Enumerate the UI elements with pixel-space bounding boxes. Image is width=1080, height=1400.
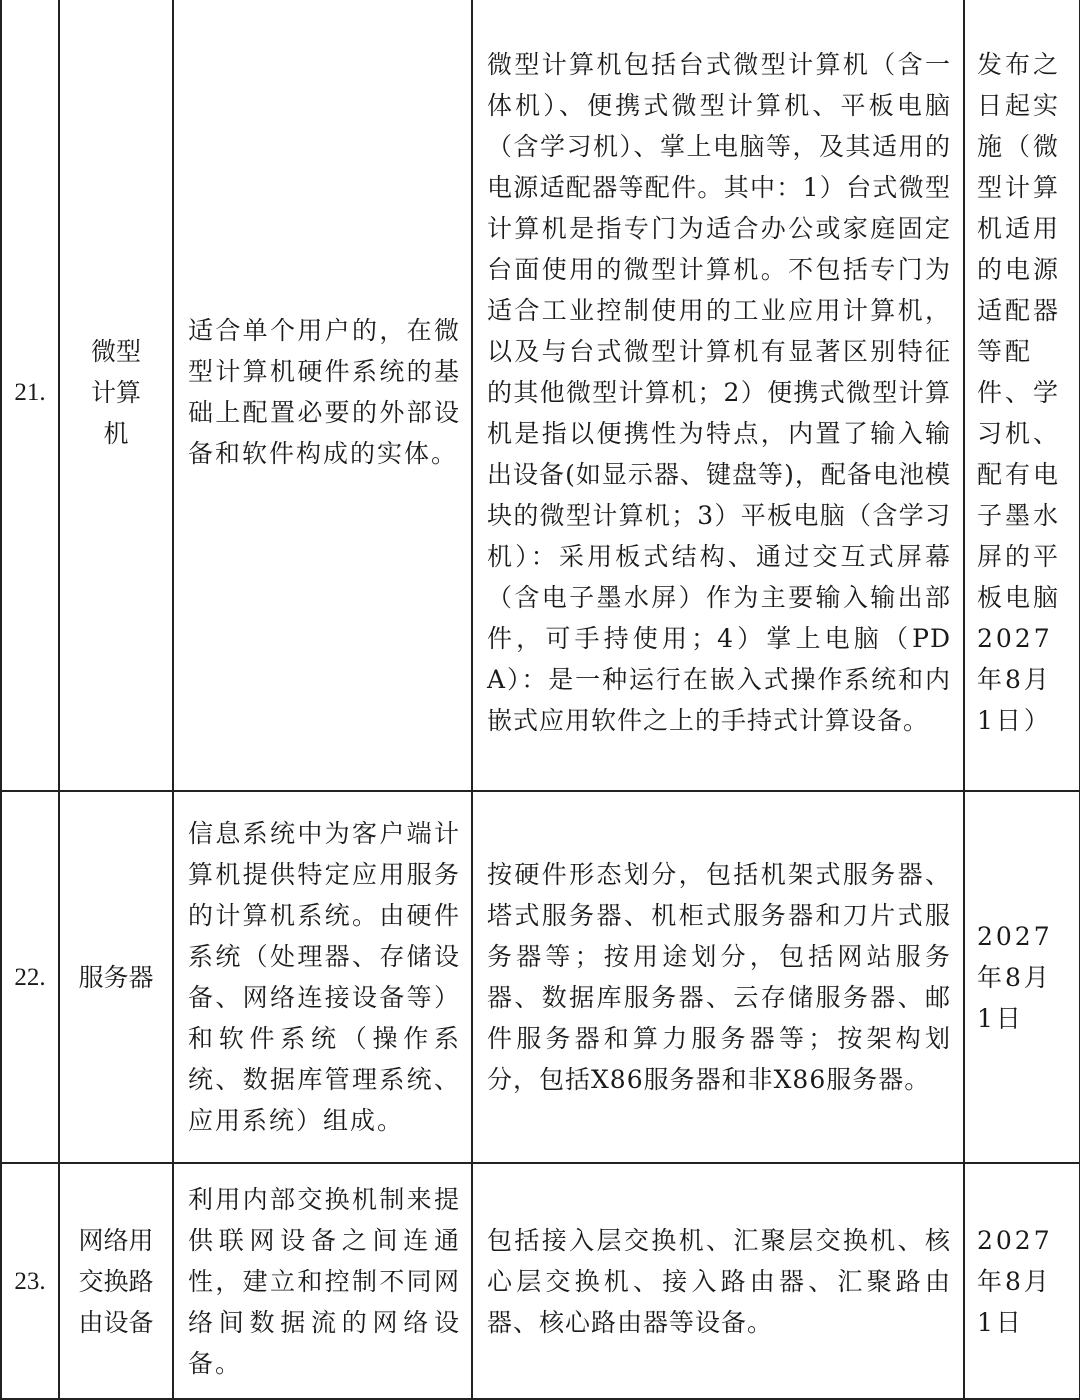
product-definition <box>173 1163 472 1399</box>
effective-date-text: 2027年8月1日 <box>977 1225 1053 1337</box>
product-definition-text: 信息系统中为客户端计算机提供特定应用服务的计算机系统。由硬件系统（处理器、存储设备、网络连接设备等）和软件系统（操作系统、数据库管理系统、应用系统）组成。 <box>188 819 461 1135</box>
row-number-text: 21. <box>14 378 46 406</box>
table-row <box>1 791 1080 1163</box>
product-name <box>59 0 173 791</box>
product-scope <box>472 791 964 1163</box>
product-scope-text: 按硬件形态划分，包括机架式服务器、塔式服务器、机柜式服务器和刀片式服务器等；按用途划分，包括网站服务器、数据库服务器、云存储服务器、邮件服务器和算力服务器等；按架构划分，包括X86服务器和非X86服务器。 <box>487 860 951 1094</box>
product-scope <box>472 1163 964 1399</box>
row-number-text: 23. <box>14 1267 46 1295</box>
effective-date-text: 发布之日起实施（微型计算机适用的电源适配器等配件、学习机、配有电子墨水屏的平板电脑2027年8月1日） <box>977 49 1062 735</box>
product-definition <box>173 0 472 791</box>
table-row <box>1 1163 1080 1399</box>
row-number <box>1 1163 59 1399</box>
product-definition-text: 利用内部交换机制来提供联网设备之间连通性，建立和控制不同网络间数据流的网络设备。 <box>188 1184 461 1378</box>
product-scope-text: 包括接入层交换机、汇聚层交换机、核心层交换机、接入路由器、汇聚路由器、核心路由器等设备。 <box>487 1225 951 1337</box>
effective-date <box>964 1163 1080 1399</box>
effective-date-text: 2027年8月1日 <box>977 921 1053 1033</box>
table-row <box>1 0 1080 791</box>
effective-date <box>964 0 1080 791</box>
product-name-text: 微型计算机 <box>90 336 141 448</box>
product-definition <box>173 791 472 1163</box>
product-name <box>59 791 173 1163</box>
row-number-text: 22. <box>14 963 46 991</box>
product-definition-text: 适合单个用户的，在微型计算机硬件系统的基础上配置必要的外部设备和软件构成的实体。 <box>188 316 461 468</box>
product-name <box>59 1163 173 1399</box>
product-scope <box>472 0 964 791</box>
effective-date <box>964 791 1080 1163</box>
product-name-text: 服务器 <box>78 962 154 992</box>
row-number <box>1 791 59 1163</box>
row-number <box>1 0 59 791</box>
product-name-text: 网络用交换路由设备 <box>78 1225 154 1337</box>
product-scope-text: 微型计算机包括台式微型计算机（含一体机）、便携式微型计算机、平板电脑（含学习机）、掌上电脑等，及其适用的电源适配器等配件。其中：1）台式微型计算机是指专门为适合办公或家庭固定台面使用的微型计算机。不包括专门为适合工业控制使用的工业应用计算机，以及与台式微型计算机有显著区别特征的其他微型计算机；2）便携式微型计算机是指以便携性为特点，内置了输入输出设备(如显示器、键盘等)，配备电池模块的微型计算机；3）平板电脑（含学习机）：采用板式结构、通过交互式屏幕（含电子墨水屏）作为主要输入输出部件，可手持使用；4）掌上电脑（PDA）：是一种运行在嵌入式操作系统和内嵌式应用软件之上的手持式计算设备。 <box>487 49 951 735</box>
